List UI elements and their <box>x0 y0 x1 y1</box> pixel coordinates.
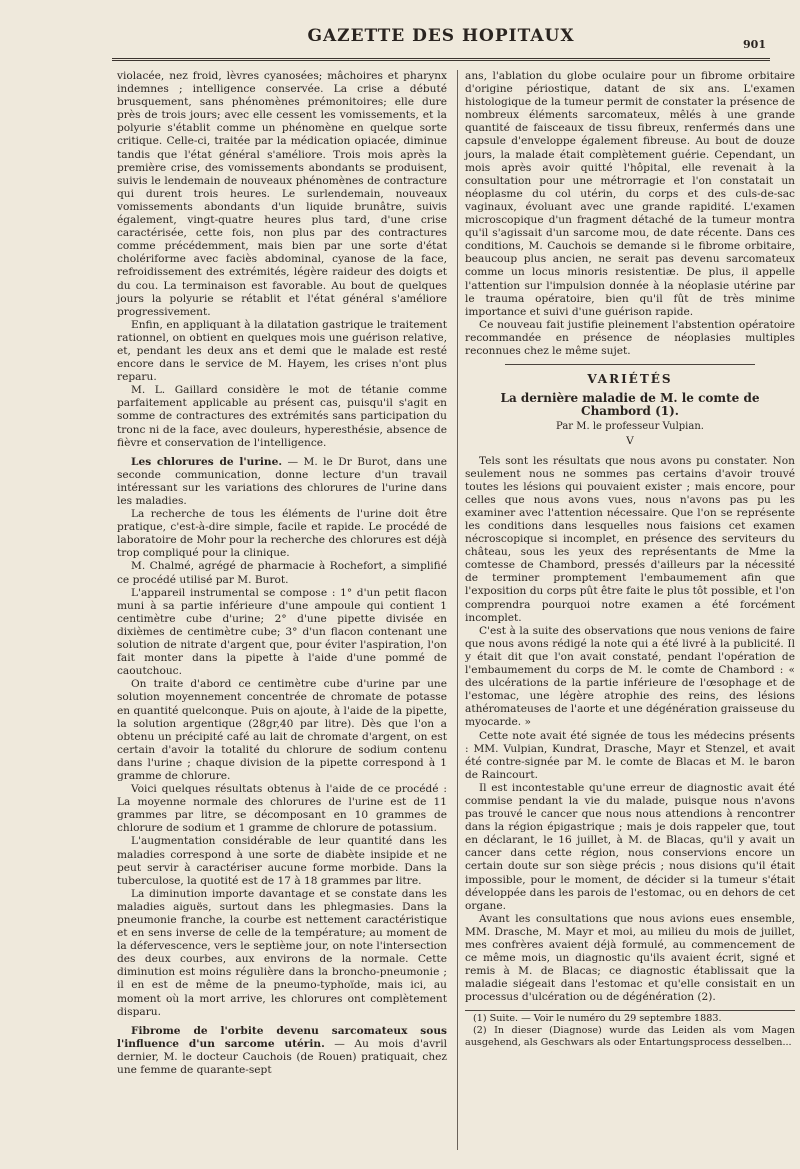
article-part: V <box>626 435 634 448</box>
paragraph: Cette note avait été signée de tous les médecins présents : MM. Vulpian, Kundrat, Drasche, Mayr et Stenzel, et avait été contre-signée par M. le comte de Blacas et M. le baron de Raincourt. <box>465 729 795 781</box>
varietes-heading: VARIÉTÉS <box>587 372 673 387</box>
paragraph: M. L. Gaillard considère le mot de tétanie comme parfaitement applicable au présent cas, puisqu'il s'agit en somme de contractures des extrémités sans participation du tronc ni de la face, avec douleurs, hyperesthésie, absence de fièvre et conservation de l'intelligence. <box>117 384 447 449</box>
section-fibrome <box>117 1025 447 1077</box>
paragraph: On traite d'abord ce centimètre cube d'urine par une solution moyennement concentrée de chromate de potasse en quantité quelconque. Puis on ajoute, à l'aide de la pipette, la solution argentique (28gr,40 par litre). Dès que l'on a obtenu un précipité café au lait de chromate d'argent, on est certain d'avoir la totalité du chlorure de sodium contenu dans l'urine ; chaque division de la pipette correspond à 1 gramme de chlorure. <box>117 678 447 782</box>
paragraph: La recherche de tous les éléments de l'urine doit être pratique, c'est-à-dire simple, facile et rapide. Le procédé de laboratoire de Mohr pour la recherche des chlorures est déjà trop compliqué pour la clinique. <box>117 508 447 560</box>
paragraph: violacée, nez froid, lèvres cyanosées; mâchoires et pharynx indemnes ; intelligence conservée. La crise a débuté brusquement, sans phénomènes prémonitoires; elle dure près de trois jours; avec elle cessent les vomissements, et la polyurie s'établit comme un phénomène en quelque sorte critique. Celle-ci, traitée par la médication opiacée, diminue tandis que l'état général s'améliore. Trois mois après la première crise, des vomissements abondants se produisent, suivis le lendemain de nouveaux phénomènes de contracture qui durent trois heures. Le surlendemain, nouveaux vomissements abondants d'un liquide brunâtre, suivis également, vingt-quatre heures plus tard, d'une crise caractérisée, cette fois, non plus par des contractures comme précédemment, mais bien par une sorte d'état cholériforme avec faciès abdominal, cyanose de la face, refroidissement des extrémités, légère raideur des doigts et du cou. La terminaison est favorable. Au bout de quelques jours la polyurie se rétablit et l'état général s'améliore progressivement. <box>117 70 447 318</box>
footnote: (1) Suite. — Voir le numéro du 29 septembre 1883. <box>473 1013 722 1025</box>
section-title: Les chlorures de l'urine. <box>131 455 283 468</box>
section-lead: — Au mois d'avril dernier, M. le docteur Cauchois (de Rouen) pratiquait, chez une femme de quarante-sept <box>117 1037 447 1077</box>
article-byline: Par M. le professeur Vulpian. <box>556 421 704 433</box>
section-title: Fibrome de l'orbite devenu sarcomateux sous l'influence d'un sarcome utérin. <box>117 1024 447 1050</box>
page-number: 901 <box>743 38 766 51</box>
paragraph: C'est à la suite des observations que nous venions de faire que nous avons rédigé la note qui a été livré à la publicité. Il y était dit que l'on avait constaté, pendant l'opération de l'embaumement du corps de M. le comte de Chambord : « des ulcérations de la partie inférieure de l'œsophage et de l'estomac, une légère atrophie des reins, des lésions athéromateuses de l'aorte et une dégénération graisseuse du myocarde. » <box>465 624 795 729</box>
paragraph: L'appareil instrumental se compose : 1° d'un petit flacon muni à sa partie inférieure d'une ampoule qui contient 1 centimètre cube d'urine; 2° d'une pipette divisée en dixièmes de centimètre cube; 3° d'un flacon contenant une solution de nitrate d'argent que, pour éviter l'aspiration, l'on fait monter dans la pipette à l'aide d'une pommé de caoutchouc. <box>117 586 447 678</box>
journal-title: GAZETTE DES HOPITAUX <box>307 26 575 46</box>
footnotes <box>465 1010 795 1049</box>
paragraph: Ce nouveau fait justifie pleinement l'abstention opératoire recommandée en présence de néoplasies multiples reconnues chez le même sujet. <box>465 318 795 357</box>
page-header <box>112 24 770 61</box>
right-column <box>465 70 795 1049</box>
paragraph: La diminution importe davantage et se constate dans les maladies aiguës, surtout dans les phlegmasies. Dans la pneumonie franche, la courbe est nettement caractéristique et en sens inverse de celle de la température; au moment de la défervescence, vers le septième jour, on note l'intersection des deux courbes, aux environs de la normale. Cette diminution est moins régulière dans la broncho-pneumonie ; il en est de même de la pneumo-typhoïde, mais ici, au moment où la mort arrive, les chlorures ont complètement disparu. <box>117 887 447 1018</box>
paragraph: Enfin, en appliquant à la dilatation gastrique le traitement rationnel, on obtient en quelques mois une guérison relative, et, pendant les deux ans et demi que le malade est resté encore dans le service de M. Hayem, les crises n'ont plus reparu. <box>117 318 447 384</box>
footnote: (2) In dieser (Diagnose) wurde das Leiden als vom Magen ausgehend, als Geschwars als oder Entartungsprocess desselben... <box>465 1025 795 1049</box>
section-chlorures <box>117 456 447 508</box>
column-divider <box>457 70 458 1150</box>
paragraph: Avant les consultations que nous avions eues ensemble, MM. Drasche, M. Mayr et moi, au milieu du mois de juillet, mes confrères avaient déjà formulé, au commencement de ce même mois, un diagnostic qu'ils avaient écrit, signé et remis à M. de Blacas; ce diagnostic établissait que la maladie siégeait dans l'estomac et qu'elle consistait en un processus d'ulcération ou de dégénération (2). <box>465 912 795 1004</box>
paragraph: Il est incontestable qu'une erreur de diagnostic avait été commise pendant la vie du malade, puisque nous n'avons pas trouvé le cancer que nous nous attendions à rencontrer dans la région épigastrique ; mais je dois rappeler que, tout en déclarant, le 16 juillet, à M. de Blacas, qu'il y avait un cancer dans cette région, nous conservions encore un certain doute sur son siège précis ; nous disions qu'il était impossible, pour le moment, de décider si la tumeur s'était développée dans les parois de l'estomac, ou en dehors de cet organe. <box>465 781 795 912</box>
section-lead: — M. le Dr Burot, dans une seconde communication, donne lecture d'un travail intéressant sur les variations des chlorures de l'urine dans les maladies. <box>117 455 447 507</box>
paragraph: ans, l'ablation du globe oculaire pour un fibrome orbitaire d'origine périostique, datant de six ans. L'examen histologique de la tumeur permit de constater la présence de nombreux éléments sarcomateux, mêlés à une grande quantité de faisceaux de tissu fibreux, renfermés dans une capsule d'enveloppe également fibreuse. Au bout de douze jours, la malade était complètement guérie. Cependant, un mois après avoir quitté l'hôpital, elle revenait à la consultation pour une métrorragie et l'on constatait un néoplasme du col utérin, du corps et des culs-de-sac vaginaux, évoluant avec une grande rapidité. L'examen microscopique d'un fragment détaché de la tumeur montra qu'il s'agissait d'un sarcome mou, de date récente. Dans ces conditions, M. Cauchois se demande si le fibrome orbitaire, beaucoup plus ancien, ne serait pas devenu sarcomateux comme un locus minoris resistentiæ. De plus, il appelle l'attention sur l'impulsion donnée à la néoplasie utérine par le trauma opératoire, bien qu'il fût de très minime importance et suivi d'une guérison rapide. <box>465 70 795 318</box>
paragraph: Tels sont les résultats que nous avons pu constater. Non seulement nous ne sommes pas certains d'avoir trouvé toutes les lésions qui pouvaient exister ; mais encore, pour celles que nous avons vues, nous n'avons pas pu les examiner avec l'attention nécessaire. Que l'on se représente les conditions dans lesquelles nous faisions cet examen nécroscopique si incomplet, en présence des serviteurs du château, sous les yeux des représentants de Mme la comtesse de Chambord, pressés d'ailleurs par la nécessité de terminer promptement l'embaumement afin que l'exposition du corps pût être faite le plus tôt possible, et l'on comprendra pourquoi notre examen a été forcément incomplet. <box>465 454 795 624</box>
paragraph: M. Chalmé, agrégé de pharmacie à Rochefort, a simplifié ce procédé utilisé par M. Burot. <box>117 560 447 586</box>
article-title: La dernière maladie de M. le comte de Chambord (1). <box>500 391 760 419</box>
paragraph: L'augmentation considérable de leur quantité dans les maladies correspond à une sorte de diabète insipide et ne peut servir à caractériser aucune forme morbide. Dans la tuberculose, la quotité est de 17 à 18 grammes par litre. <box>117 835 447 887</box>
paragraph: Voici quelques résultats obtenus à l'aide de ce procédé : La moyenne normale des chlorures de l'urine est de 11 grammes par litre, se décomposant en 10 grammes de chlorure de sodium et 1 gramme de chlorure de potassium. <box>117 783 447 835</box>
separator-rule <box>505 364 755 365</box>
left-column <box>117 70 447 1077</box>
